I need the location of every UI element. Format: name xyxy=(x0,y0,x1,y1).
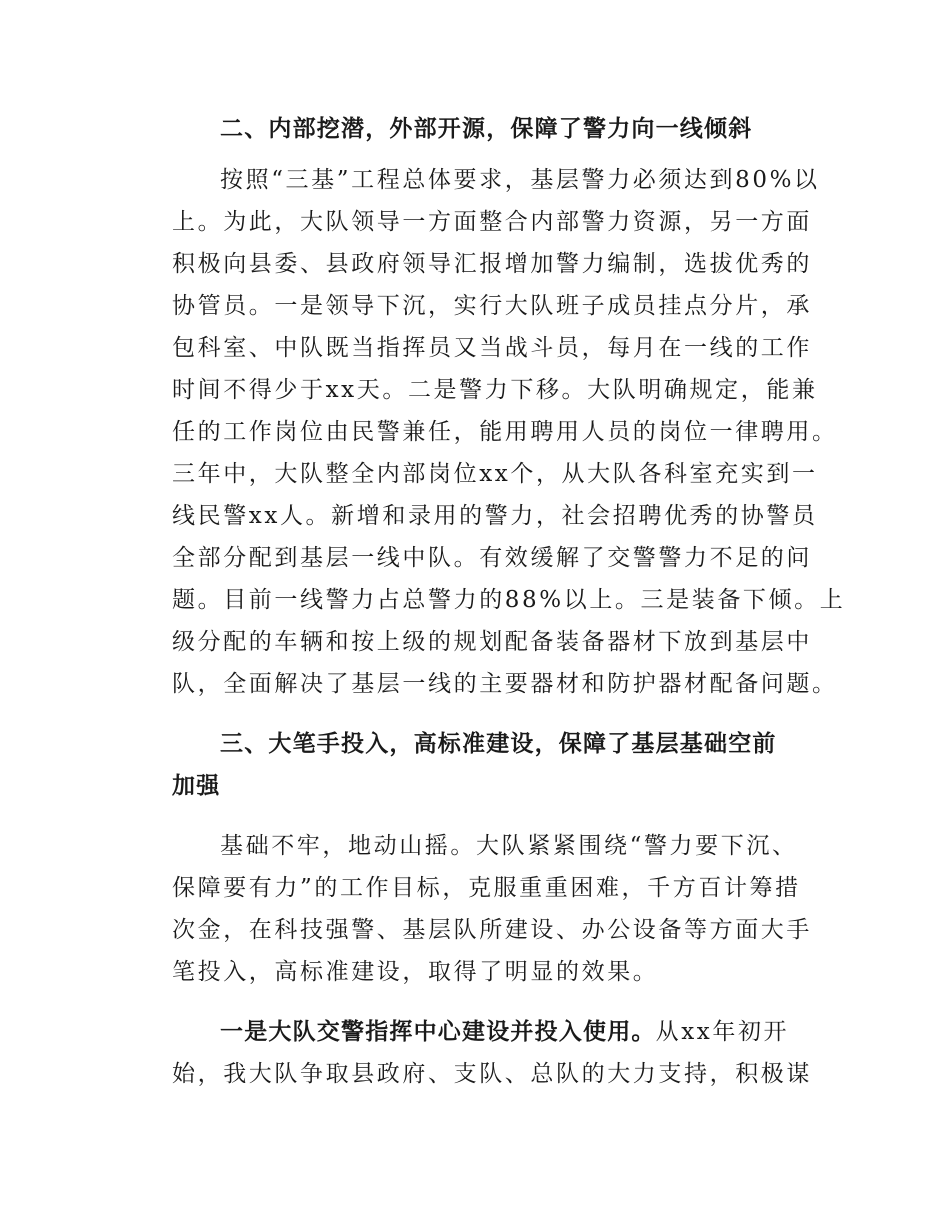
paragraph-line: 级分配的车辆和按上级的规划配备装备器材下放到基层中 xyxy=(172,629,812,655)
document-page xyxy=(172,108,846,1095)
section-3-paragraph xyxy=(172,825,812,993)
item-1-paragraph xyxy=(172,1011,812,1095)
paragraph-line: 次金，在科技强警、基层队所建设、办公设备等方面大手 xyxy=(172,917,812,943)
paragraph-line: 线民警xx人。新增和录用的警力，社会招聘优秀的协警员 xyxy=(172,503,818,529)
paragraph-line: 包科室、中队既当指挥员又当战斗员，每月在一线的工作 xyxy=(172,335,812,361)
item-1-lead: 一是大队交警指挥中心建设并投入使用。 xyxy=(220,1019,656,1045)
paragraph-line: 始，我大队争取县政府、支队、总队的大力支持，积极谋 xyxy=(172,1061,812,1087)
paragraph-line: 任的工作岗位由民警兼任，能用聘用人员的岗位一律聘用。 xyxy=(172,419,838,445)
paragraph-line: 队，全面解决了基层一线的主要器材和防护器材配备问题。 xyxy=(172,671,838,697)
item-1-first-line-rest: 从xx年初开 xyxy=(655,1019,790,1045)
paragraph-line: 按照“三基”工程总体要求，基层警力必须达到80%以 xyxy=(220,167,820,193)
section-2-heading xyxy=(172,108,808,150)
section-2-paragraph xyxy=(172,159,846,705)
paragraph-line: 时间不得少于xx天。二是警力下移。大队明确规定，能兼 xyxy=(172,377,818,403)
paragraph-line: 全部分配到基层一线中队。有效缓解了交警警力不足的问 xyxy=(172,545,812,571)
paragraph-line: 三年中，大队整全内部岗位xx个，从大队各科室充实到一 xyxy=(172,461,818,487)
paragraph-line: 协管员。一是领导下沉，实行大队班子成员挂点分片，承 xyxy=(172,293,812,319)
paragraph-line: 笔投入，高标准建设，取得了明显的效果。 xyxy=(172,959,659,985)
paragraph-line: 上。为此，大队领导一方面整合内部警力资源，另一方面 xyxy=(172,209,812,235)
section-3-heading-line: 三、大笔手投入，高标准建设，保障了基层基础空前 xyxy=(220,731,777,757)
paragraph-line: 积极向县委、县政府领导汇报增加警力编制，选拔优秀的 xyxy=(172,251,812,277)
paragraph-line: 保障要有力”的工作目标，克服重重困难，千方百计筹措 xyxy=(172,875,801,901)
section-3-heading-line: 加强 xyxy=(172,773,221,799)
paragraph-line: 题。目前一线警力占总警力的88%以上。三是装备下倾。上 xyxy=(172,587,846,613)
paragraph-line: 基础不牢，地动山摇。大队紧紧围绕“警力要下沉、 xyxy=(220,833,798,859)
section-3-heading xyxy=(172,723,808,807)
item-1-first-line xyxy=(172,1011,808,1053)
section-2-heading-line: 二、内部挖潜，外部开源，保障了警力向一线倾斜 xyxy=(220,116,753,142)
